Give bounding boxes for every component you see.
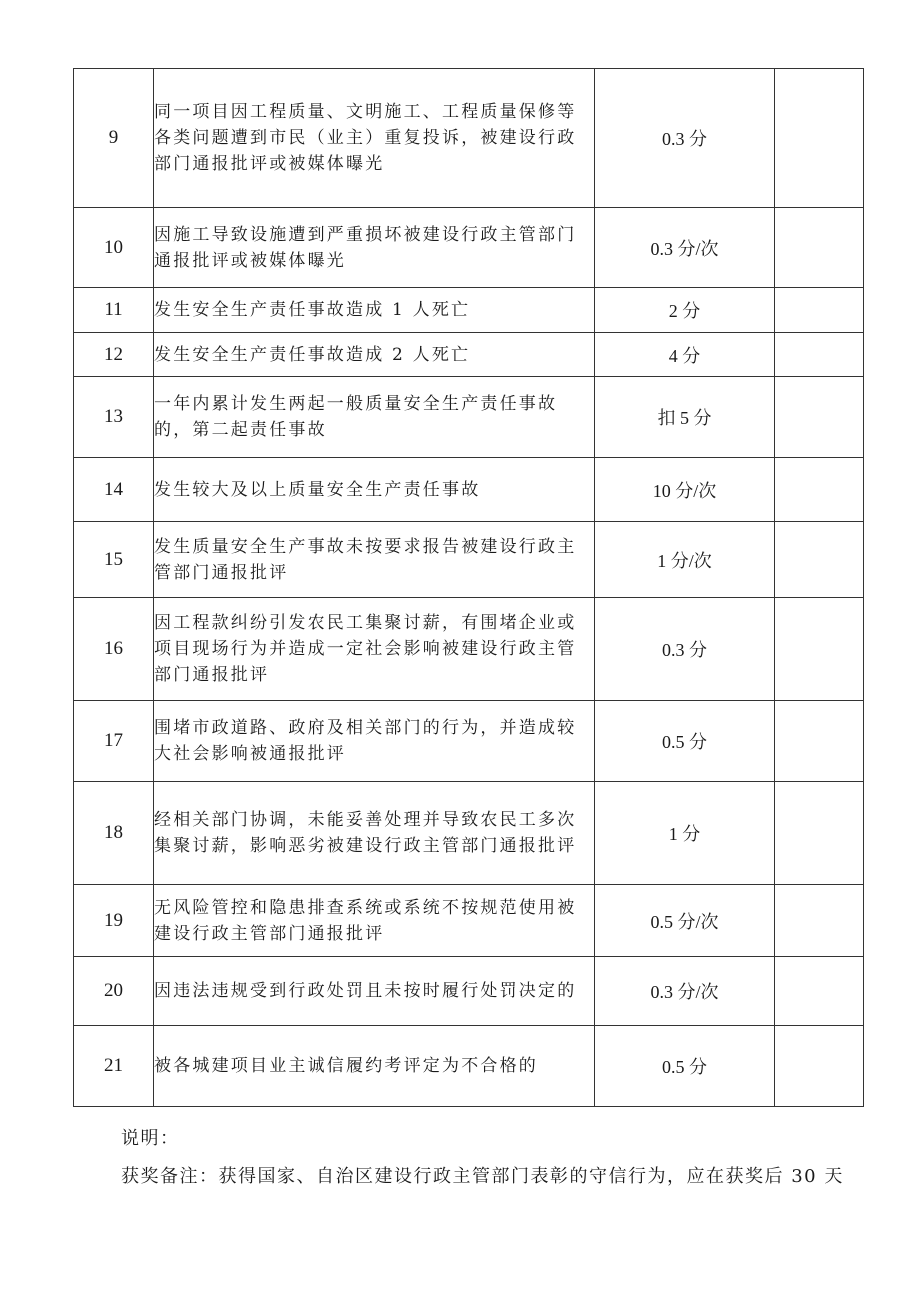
row-note-cell bbox=[775, 377, 864, 458]
row-description: 因施工导致设施遭到严重损坏被建设行政主管部门通报批评或被媒体曝光 bbox=[154, 208, 595, 288]
row-score: 0.3 分 bbox=[595, 598, 775, 701]
table-row bbox=[74, 208, 864, 288]
row-description: 同一项目因工程质量、文明施工、工程质量保修等各类问题遭到市民（业主）重复投诉，被建设行政部门通报批评或被媒体曝光 bbox=[154, 69, 595, 208]
row-description: 发生质量安全生产事故未按要求报告被建设行政主管部门通报批评 bbox=[154, 522, 595, 598]
row-score: 10 分/次 bbox=[595, 458, 775, 522]
table-row bbox=[74, 782, 864, 885]
table-row bbox=[74, 458, 864, 522]
row-number: 10 bbox=[74, 208, 154, 288]
row-score: 扣 5 分 bbox=[595, 377, 775, 458]
row-description: 发生较大及以上质量安全生产责任事故 bbox=[154, 458, 595, 522]
row-score: 1 分 bbox=[595, 782, 775, 885]
row-number: 19 bbox=[74, 885, 154, 957]
row-number: 18 bbox=[74, 782, 154, 885]
row-score: 0.3 分/次 bbox=[595, 957, 775, 1026]
table-row bbox=[74, 957, 864, 1026]
row-score: 2 分 bbox=[595, 288, 775, 333]
row-score: 4 分 bbox=[595, 333, 775, 377]
row-score: 0.5 分 bbox=[595, 1026, 775, 1107]
notes-label: 说明： bbox=[121, 1128, 180, 1149]
row-note-cell bbox=[775, 885, 864, 957]
table-row bbox=[74, 333, 864, 377]
row-score: 0.5 分 bbox=[595, 701, 775, 782]
award-note: 获奖备注：获得国家、自治区建设行政主管部门表彰的守信行为，应在获奖后 30 天 bbox=[121, 1166, 844, 1187]
table-row bbox=[74, 598, 864, 701]
row-note-cell bbox=[775, 458, 864, 522]
table-row bbox=[74, 288, 864, 333]
row-score: 0.5 分/次 bbox=[595, 885, 775, 957]
row-description: 一年内累计发生两起一般质量安全生产责任事故的，第二起责任事故 bbox=[154, 377, 595, 458]
row-score: 0.3 分/次 bbox=[595, 208, 775, 288]
row-note-cell bbox=[775, 957, 864, 1026]
row-note-cell bbox=[775, 1026, 864, 1107]
row-number: 13 bbox=[74, 377, 154, 458]
row-description: 被各城建项目业主诚信履约考评定为不合格的 bbox=[154, 1026, 595, 1107]
row-note-cell bbox=[775, 522, 864, 598]
row-description: 围堵市政道路、政府及相关部门的行为，并造成较大社会影响被通报批评 bbox=[154, 701, 595, 782]
row-note-cell bbox=[775, 782, 864, 885]
row-description: 因违法违规受到行政处罚且未按时履行处罚决定的 bbox=[154, 957, 595, 1026]
row-number: 15 bbox=[74, 522, 154, 598]
row-score: 1 分/次 bbox=[595, 522, 775, 598]
row-description: 因工程款纠纷引发农民工集聚讨薪，有围堵企业或项目现场行为并造成一定社会影响被建设行政主管部门通报批评 bbox=[154, 598, 595, 701]
row-note-cell bbox=[775, 333, 864, 377]
row-number: 20 bbox=[74, 957, 154, 1026]
row-description: 发生安全生产责任事故造成 1 人死亡 bbox=[154, 288, 595, 333]
row-description: 无风险管控和隐患排查系统或系统不按规范使用被建设行政主管部门通报批评 bbox=[154, 885, 595, 957]
row-number: 21 bbox=[74, 1026, 154, 1107]
row-number: 9 bbox=[74, 69, 154, 208]
row-note-cell bbox=[775, 288, 864, 333]
row-description: 经相关部门协调，未能妥善处理并导致农民工多次集聚讨薪，影响恶劣被建设行政主管部门通报批评 bbox=[154, 782, 595, 885]
row-description: 发生安全生产责任事故造成 2 人死亡 bbox=[154, 333, 595, 377]
table-row bbox=[74, 377, 864, 458]
table-row bbox=[74, 885, 864, 957]
row-note-cell bbox=[775, 69, 864, 208]
row-note-cell bbox=[775, 208, 864, 288]
row-number: 11 bbox=[74, 288, 154, 333]
row-number: 12 bbox=[74, 333, 154, 377]
table-row bbox=[74, 701, 864, 782]
row-note-cell bbox=[775, 701, 864, 782]
row-score: 0.3 分 bbox=[595, 69, 775, 208]
table-row bbox=[74, 522, 864, 598]
deduction-score-table bbox=[73, 68, 864, 1107]
row-number: 14 bbox=[74, 458, 154, 522]
row-note-cell bbox=[775, 598, 864, 701]
table-row bbox=[74, 69, 864, 208]
table-row bbox=[74, 1026, 864, 1107]
row-number: 17 bbox=[74, 701, 154, 782]
row-number: 16 bbox=[74, 598, 154, 701]
